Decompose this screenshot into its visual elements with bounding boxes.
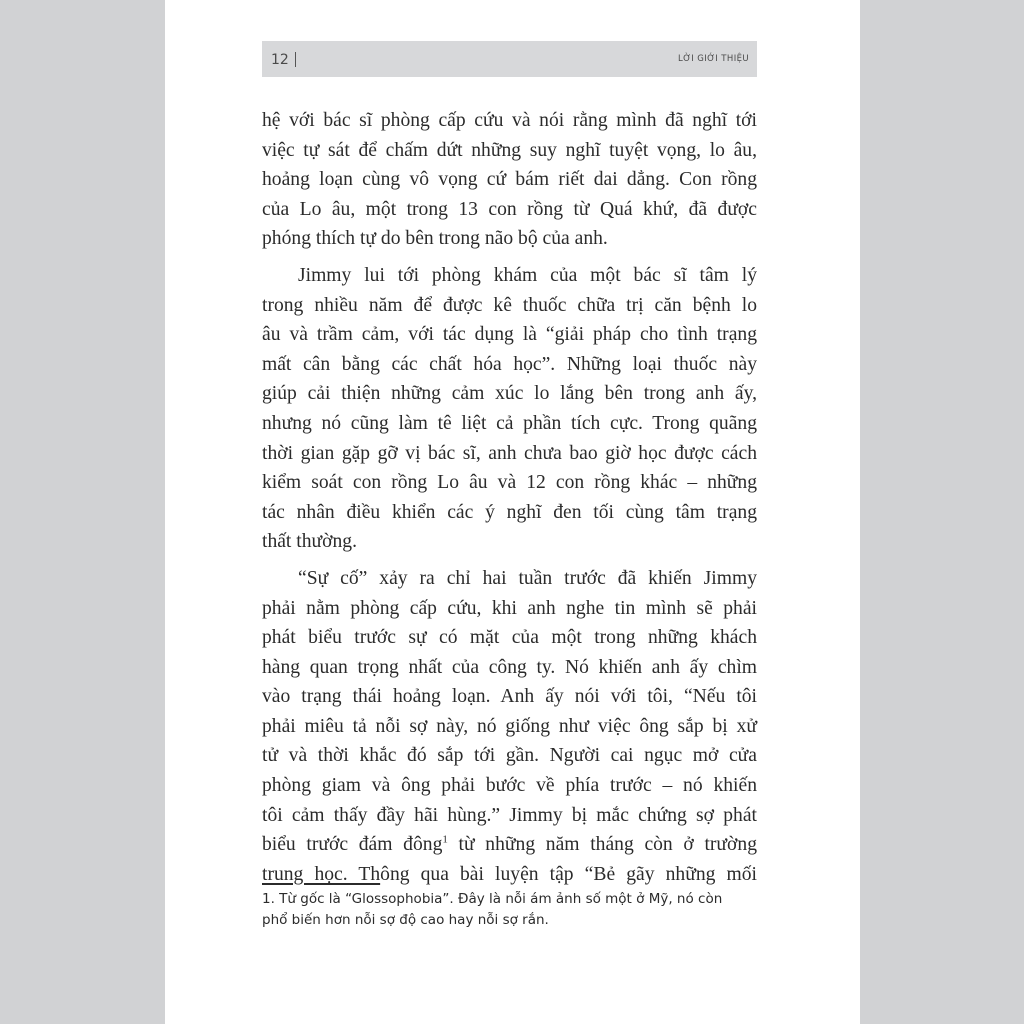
paragraph-2 (262, 261, 757, 557)
text-line: phát biểu trước sự có mặt của một trong những khách (262, 627, 757, 649)
page-number: 12 (271, 52, 289, 68)
text-line: hoảng loạn cùng vô vọng cứ bám riết dai dẳng. Con rồng (262, 169, 757, 191)
text-line: tôi cảm thấy đầy hãi hùng.” Jimmy bị mắc chứng sợ phát (262, 804, 757, 826)
book-page (165, 0, 860, 1024)
text-line: kiểm soát con rồng Lo âu và 12 con rồng khác – những (262, 472, 757, 494)
text-line: tử và thời khắc đó sắp tới gần. Người cai ngục mở cửa (262, 745, 757, 767)
text-line: việc tự sát để chấm dứt những suy nghĩ tuyệt vọng, lo âu, (262, 139, 757, 161)
text-line: phóng thích tự do bên trong não bộ của anh. (262, 228, 608, 250)
text-line: thất thường. (262, 531, 357, 553)
header-separator (295, 52, 296, 67)
underlined-text: trung học. Th (262, 863, 381, 885)
text-line: phải miêu tả nỗi sợ này, nó giống như việc ông sắp bị xử (262, 715, 757, 737)
footnote-marker[interactable]: 1 (442, 833, 448, 846)
text-line: của Lo âu, một trong 13 con rồng từ Quá khứ, đã được (262, 198, 757, 220)
text-line: hàng quan trọng nhất của công ty. Nó khiến anh ấy chìm (262, 656, 757, 678)
footnote-line: 1. Từ gốc là “Glossophobia”. Đây là nỗi ám ảnh số một ở Mỹ, nó còn (262, 891, 723, 907)
text-line: thời gian gặp gỡ vị bác sĩ, anh chưa bao giờ học được cách (262, 442, 757, 464)
text-line: trong nhiều năm để được kê thuốc chữa trị căn bệnh lo (262, 294, 757, 316)
text-fragment: ông qua bài luyện tập “Bẻ gãy những mối (380, 863, 757, 885)
text-line: nhưng nó cũng làm tê liệt cả phần tích cực. Trong quãng (262, 412, 757, 434)
text-line: hệ với bác sĩ phòng cấp cứu và nói rằng mình đã nghĩ tới (262, 110, 757, 131)
text-line: tác nhân điều khiển các ý nghĩ đen tối cùng tâm trạng (262, 501, 757, 523)
paragraph-3 (262, 564, 757, 890)
paragraph-1 (262, 106, 757, 254)
text-fragment: biểu trước đám đông (262, 834, 443, 856)
chapter-title: LỜI GIỚI THIỆU (677, 54, 749, 64)
text-line: “Sự cố” xảy ra chỉ hai tuần trước đã khiến Jimmy (298, 567, 757, 589)
footnote (262, 889, 762, 931)
text-line: giúp cải thiện những cảm xúc lo lắng bên trong anh ấy, (262, 383, 757, 405)
text-line: mất cân bằng các chất hóa học”. Những loại thuốc này (262, 353, 757, 375)
text-line-last (262, 860, 757, 890)
running-header (262, 41, 757, 77)
footnote-line: phổ biến hơn nỗi sợ độ cao hay nỗi sợ rắn. (262, 912, 549, 928)
text-line: phải nằm phòng cấp cứu, khi anh nghe tin mình sẽ phải (262, 597, 757, 619)
text-line-with-footnote (262, 830, 757, 860)
text-line: âu và trầm cảm, với tác dụng là “giải pháp cho tình trạng (262, 324, 757, 346)
body-text (262, 106, 757, 889)
text-fragment: từ những năm tháng còn ở trường (447, 834, 758, 856)
text-line: Jimmy lui tới phòng khám của một bác sĩ tâm lý (298, 264, 757, 286)
text-line: phòng giam và ông phải bước về phía trước – nó khiến (262, 775, 757, 797)
text-line: vào trạng thái hoảng loạn. Anh ấy nói với tôi, “Nếu tôi (262, 686, 757, 708)
